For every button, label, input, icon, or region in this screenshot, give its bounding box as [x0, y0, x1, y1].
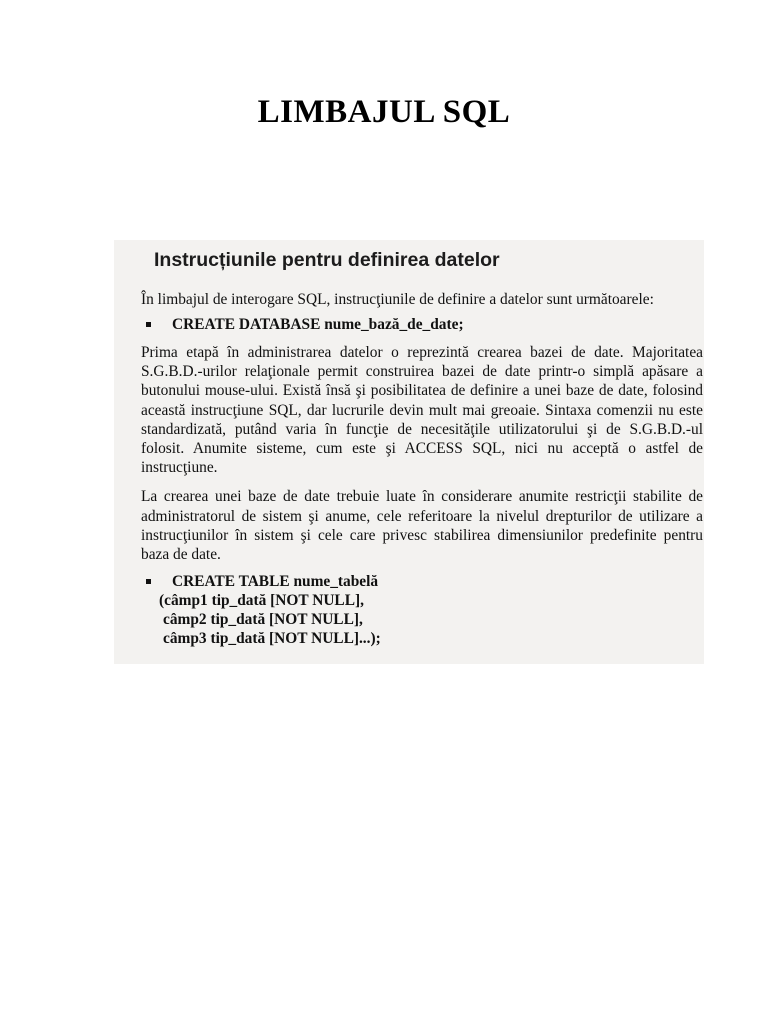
column-definition-line: câmp3 tip_dată [NOT NULL]...); — [163, 630, 381, 648]
paragraph-line: instrucţiune. — [141, 459, 218, 477]
paragraph-line: standardizată, putând varia în funcţie de necesităţile utilizatorului şi de S.G.B.D.-ul — [141, 420, 703, 438]
paragraph-line: S.G.B.D.-urilor relaţionale permit construirea bazei de date printr-o simplă apăsare a — [141, 363, 703, 381]
section-heading: Instrucțiunile pentru definirea datelor — [154, 249, 500, 271]
scanned-section — [114, 240, 704, 664]
intro-sentence: În limbajul de interogare SQL, instrucţiunile de definire a datelor sunt următoarele: — [141, 291, 654, 308]
paragraph-line: administratorul de sistem şi anume, cele referitoare la nivelul drepturilor de utilizare a — [141, 507, 703, 525]
create-table-statement: CREATE TABLE nume_tabelă — [172, 573, 379, 591]
paragraph-restrictions — [141, 487, 703, 564]
paragraph-line: această instrucţiune SQL, dar lucrurile devin mult mai greoaie. Sintaxa comenzii nu este — [141, 401, 703, 419]
create-table-columns — [114, 591, 704, 648]
page-title: LIMBAJUL SQL — [257, 94, 511, 130]
bullet-item-create-database — [114, 315, 704, 334]
create-database-statement: CREATE DATABASE nume_bază_de_date; — [172, 316, 464, 333]
column-definition-line: (câmp1 tip_dată [NOT NULL], — [159, 592, 364, 610]
bullet-item-create-table — [114, 572, 704, 591]
square-bullet-icon — [146, 322, 151, 327]
square-bullet-icon — [146, 579, 151, 584]
paragraph-line: folosit. Anumite sisteme, cum este şi ACCESS SQL, nici nu acceptă o astfel de — [141, 440, 703, 458]
column-definition-line: câmp2 tip_dată [NOT NULL], — [163, 611, 363, 629]
paragraph-line: instrucţiunilor în sistem şi cele care privesc stabilirea dimensiunilor predefinite pentru — [141, 526, 703, 544]
paragraph-database-creation — [141, 343, 703, 477]
paragraph-line: butonului mouse-ului. Există însă şi posibilitatea de definire a unei baze de date, folosind — [141, 382, 703, 400]
paragraph-line: La crearea unei baze de date trebuie luate în considerare anumite restricţii stabilite de — [141, 488, 703, 506]
paragraph-line: Prima etapă în administrarea datelor o reprezintă crearea bazei de date. Majoritatea — [141, 344, 703, 361]
paragraph-line: baza de date. — [141, 546, 221, 564]
